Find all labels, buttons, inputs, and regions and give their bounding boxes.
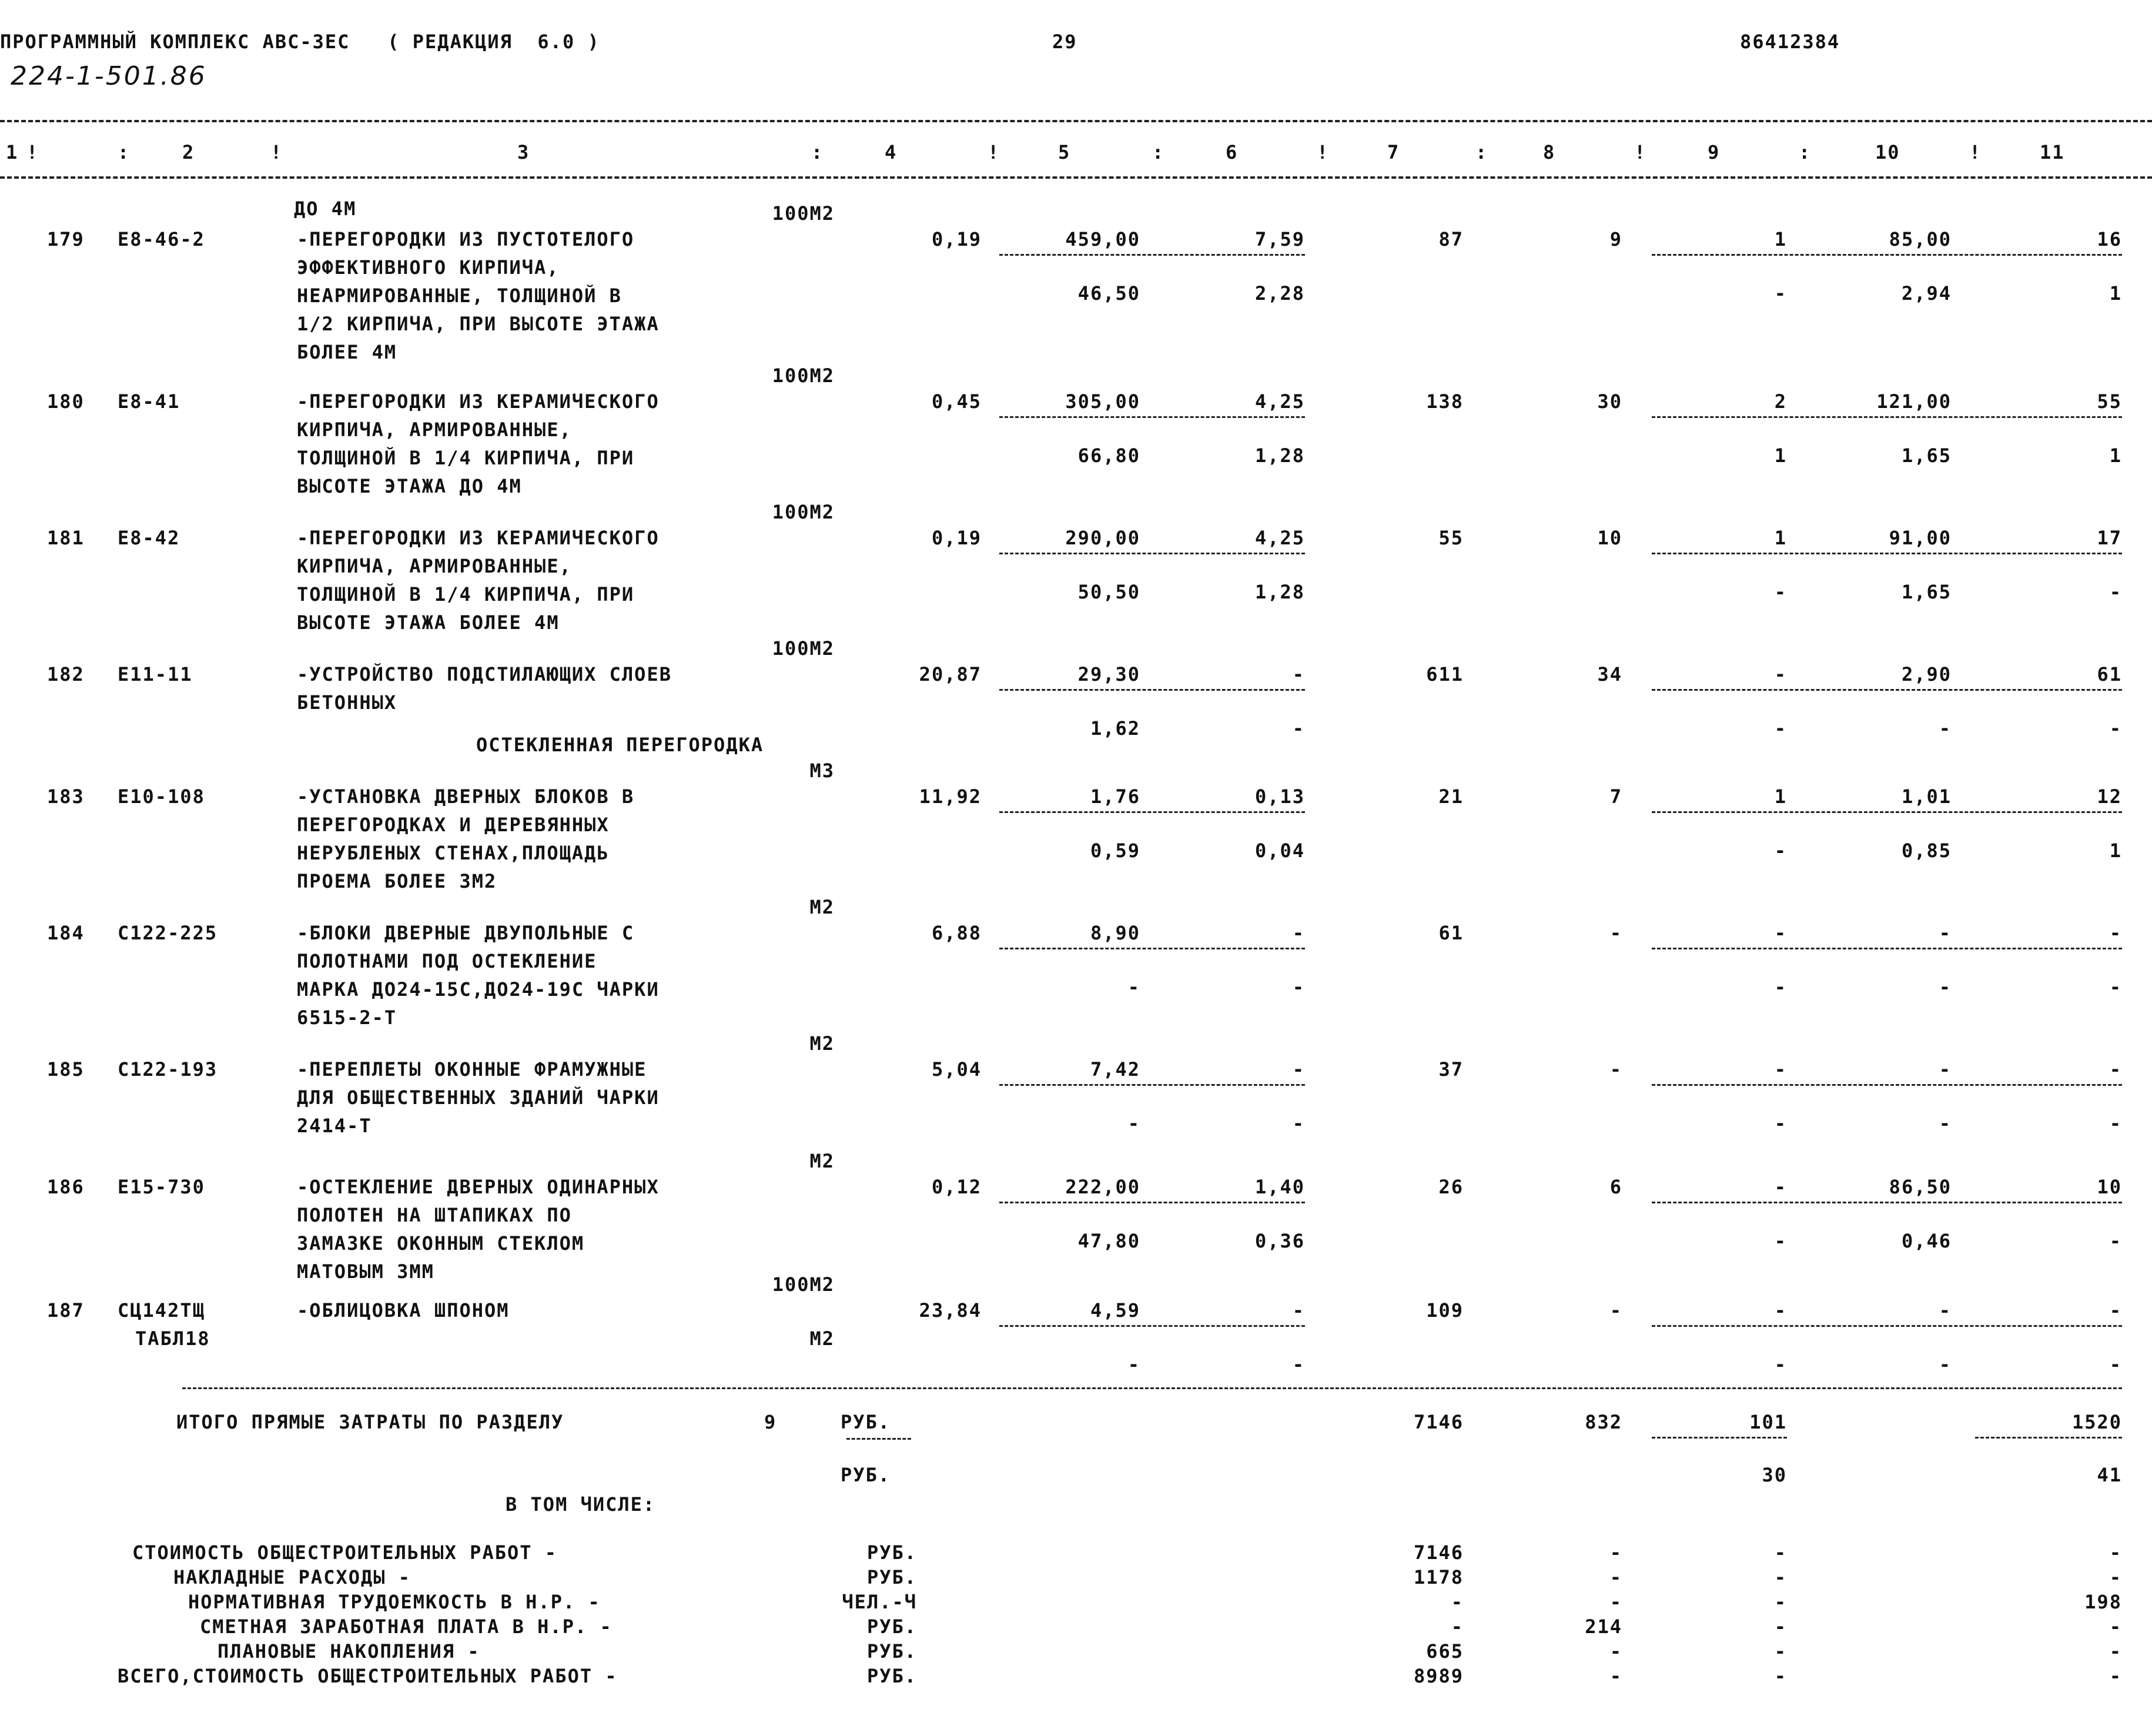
column-separator: : [1475,141,1488,163]
column-separator: ! [988,141,1000,163]
cell-c8: - [1609,1058,1622,1081]
cell-c4: 23,84 [919,1299,982,1322]
cell-c5-bottom: - [1127,1353,1140,1376]
sub-rule [999,948,1305,949]
summary-c9: - [1774,1541,1787,1564]
sub-rule [999,1325,1305,1327]
row-number: 179 [47,228,85,250]
cell-c5-bottom: 1,62 [1090,717,1140,740]
cell-c5-top: 290,00 [1065,527,1140,549]
cell-c9-top: - [1774,1176,1787,1198]
cell-c4: 6,88 [931,922,982,944]
totals-c9-rule [1652,1437,1787,1439]
column-header-8: 8 [1543,141,1556,163]
cell-c7: 611 [1426,663,1464,685]
cell-c6-top: - [1292,663,1305,685]
summary-c8: - [1609,1541,1622,1564]
row-description-line: -БЛОКИ ДВЕРНЫЕ ДВУПОЛЬНЫЕ С [297,922,635,944]
column-separator: ! [1969,141,1982,163]
cell-c10-top: 85,00 [1889,228,1952,250]
row-description-line: ПОЛОТНАМИ ПОД ОСТЕКЛЕНИЕ [297,950,597,972]
totals-c7: 7146 [1413,1411,1464,1433]
summary-c7: 8989 [1413,1665,1464,1687]
sub-rule [1652,416,2122,418]
cell-c10-top: - [1939,1058,1952,1081]
cell-c11-top: 17 [2097,527,2122,549]
cell-c5-bottom: 47,80 [1077,1230,1140,1252]
summary-c9: - [1774,1591,1787,1613]
cell-c8: - [1609,1299,1622,1322]
row-description-line: ЗАМАЗКЕ ОКОННЫМ СТЕКЛОМ [297,1232,585,1255]
row-unit: 100М2 [772,364,835,387]
cell-c10-bottom: - [1939,717,1952,740]
header-top-rule [0,120,2152,122]
totals-unit-b: РУБ. [841,1464,891,1486]
column-separator: ! [26,141,39,163]
cell-c6-top: - [1292,922,1305,944]
summary-c9: - [1774,1615,1787,1638]
cell-c8: 7 [1609,785,1622,808]
cell-c11-top: 16 [2097,228,2122,250]
totals-c11-top: 1520 [2071,1411,2122,1433]
summary-label: СМЕТНАЯ ЗАРАБОТНАЯ ПЛАТА В Н.Р. - [200,1615,613,1638]
cell-c5-bottom: 66,80 [1077,444,1140,467]
row-description-line: 1/2 КИРПИЧА, ПРИ ВЫСОТЕ ЭТАЖА [297,313,660,335]
column-header-11: 11 [2040,141,2065,163]
row-description-line: МАТОВЫМ 3ММ [297,1260,434,1283]
row-description-line: -УСТРОЙСТВО ПОДСТИЛАЮЩИХ СЛОЕВ [297,663,672,685]
cell-c11-bottom: 1 [2109,282,2122,305]
row-code: Е8-41 [118,390,180,413]
cell-c9-top: 2 [1774,390,1787,413]
row-number: 185 [47,1058,85,1081]
totals-unit-rule [846,1438,911,1440]
cell-c9-top: - [1774,1299,1787,1322]
column-header-1: 1 [6,141,19,163]
row-code: Е8-46-2 [118,228,205,250]
row-unit: 100М2 [772,202,835,225]
cell-c11-top: - [2109,922,2122,944]
row-description-line: БОЛЕЕ 4М [297,341,397,363]
summary-c11: - [2109,1615,2122,1638]
row-code: С122-225 [118,922,218,944]
sub-rule [999,811,1305,813]
summary-label: НАКЛАДНЫЕ РАСХОДЫ - [173,1566,411,1588]
cell-c10-bottom: - [1939,1353,1952,1376]
cell-c4: 11,92 [919,785,982,808]
cell-c9-bottom: - [1774,282,1787,305]
row-number: 184 [47,922,85,944]
cell-c9-top: - [1774,1058,1787,1081]
summary-c8: - [1609,1591,1622,1613]
cell-c5-bottom: 46,50 [1077,282,1140,305]
row-description-line: МАРКА ДО24-15С,ДО24-19С ЧАРКИ [297,978,660,1001]
summary-c8: - [1609,1640,1622,1663]
cell-c6-bottom: - [1292,976,1305,998]
summary-c7: 665 [1426,1640,1464,1663]
cell-c6-top: 7,59 [1254,228,1305,250]
cell-c11-top: 10 [2097,1176,2122,1198]
cell-c11-bottom: - [2109,717,2122,740]
cell-c10-bottom: 1,65 [1901,444,1952,467]
cell-c11-top: 12 [2097,785,2122,808]
row-unit: М2 [809,1032,835,1055]
cell-c11-bottom: - [2109,1112,2122,1135]
summary-unit: РУБ. [866,1566,917,1588]
cell-c7: 26 [1438,1176,1464,1198]
header-bottom-rule [0,176,2152,179]
cell-c7: 37 [1438,1058,1464,1081]
summary-c7: 7146 [1413,1541,1464,1564]
cell-c4: 0,45 [931,390,982,413]
row-description-line: -ПЕРЕПЛЕТЫ ОКОННЫЕ ФРАМУЖНЫЕ [297,1058,647,1081]
sub-rule [999,416,1305,418]
row-code: Е15-730 [118,1176,205,1198]
column-separator: : [811,141,824,163]
cell-c5-top: 1,76 [1090,785,1140,808]
cell-c6-bottom: 1,28 [1254,581,1305,603]
cell-c9-bottom: - [1774,1230,1787,1252]
row-subtitle: ОСТЕКЛЕННАЯ ПЕРЕГОРОДКА [476,734,764,756]
cell-c8: 6 [1609,1176,1622,1198]
row-description-line: ВЫСОТЕ ЭТАЖА БОЛЕЕ 4М [297,611,560,634]
sub-rule [999,254,1305,256]
summary-c8: 214 [1585,1615,1622,1638]
summary-unit: РУБ. [866,1615,917,1638]
row-description-line: -ПЕРЕГОРОДКИ ИЗ ПУСТОТЕЛОГО [297,228,635,250]
cell-c6-bottom: 1,28 [1254,444,1305,467]
row-number: 180 [47,390,85,413]
cell-c7: 87 [1438,228,1464,250]
cell-c9-bottom: - [1774,1353,1787,1376]
cell-c6-bottom: 2,28 [1254,282,1305,305]
summary-c7: - [1451,1615,1464,1638]
cell-c11-bottom: 1 [2109,444,2122,467]
row-number: 181 [47,527,85,549]
cell-c9-bottom: - [1774,839,1787,862]
summary-c11: - [2109,1566,2122,1588]
row-code: С122-193 [118,1058,218,1081]
row-description-line: КИРПИЧА, АРМИРОВАННЫЕ, [297,555,572,577]
cell-c7: 55 [1438,527,1464,549]
cell-c6-bottom: - [1292,1353,1305,1376]
row-number: 186 [47,1176,85,1198]
cell-c9-bottom: 1 [1774,444,1787,467]
cell-c10-top: 1,01 [1901,785,1952,808]
row-unit: 100М2 [772,637,835,660]
cell-c8: - [1609,922,1622,944]
summary-unit: РУБ. [866,1640,917,1663]
row-unit: М3 [809,760,835,782]
row-number: 183 [47,785,85,808]
sub-rule [999,689,1305,691]
summary-c11: - [2109,1665,2122,1687]
cell-c5-top: 305,00 [1065,390,1140,413]
row-description-line: 2414-Т [297,1115,372,1137]
column-header-6: 6 [1226,141,1239,163]
totals-c11-bottom: 41 [2097,1464,2122,1486]
row-description-line: БЕТОННЫХ [297,691,397,714]
row-number: 182 [47,663,85,685]
cell-c4: 0,19 [931,527,982,549]
summary-c11: 198 [2084,1591,2122,1613]
summary-label: СТОИМОСТЬ ОБЩЕСТРОИТЕЛЬНЫХ РАБОТ - [132,1541,558,1564]
row-code: Е8-42 [118,527,180,549]
summary-c11: - [2109,1541,2122,1564]
cell-c8: 10 [1597,527,1622,549]
cell-c11-top: 61 [2097,663,2122,685]
row-code: Е11-11 [118,663,193,685]
cell-c11-bottom: - [2109,1230,2122,1252]
cell-c6-top: 4,25 [1254,390,1305,413]
cell-c11-top: - [2109,1058,2122,1081]
document-code: 86412384 [1740,31,1840,53]
cell-c6-top: 1,40 [1254,1176,1305,1198]
handwritten-doc-number: 224-1-501.86 [11,61,207,91]
summary-c9: - [1774,1640,1787,1663]
cell-c6-bottom: 0,04 [1254,839,1305,862]
program-title: ПРОГРАММНЫЙ КОМПЛЕКС АВС-ЗЕС ( РЕДАКЦИЯ 6.0 ) [0,31,600,53]
sub-rule [1652,689,2122,691]
row-description-line: ДЛЯ ОБЩЕСТВЕННЫХ ЗДАНИЙ ЧАРКИ [297,1086,660,1109]
cell-c8: 34 [1597,663,1622,685]
row-description-line: ВЫСОТЕ ЭТАЖА ДО 4М [297,475,522,497]
cell-c10-top: 2,90 [1901,663,1952,685]
row-description-line: -УСТАНОВКА ДВЕРНЫХ БЛОКОВ В [297,785,635,808]
column-separator: ! [1317,141,1330,163]
column-header-5: 5 [1058,141,1071,163]
cell-c6-bottom: 0,36 [1254,1230,1305,1252]
summary-unit: РУБ. [866,1541,917,1564]
column-separator: : [118,141,130,163]
row-description-line: НЕАРМИРОВАННЫЕ, ТОЛЩИНОЙ В [297,285,622,307]
row-description-line: ПРОЕМА БОЛЕЕ 3М2 [297,870,497,892]
sub-rule [1652,811,2122,813]
cell-c4: 20,87 [919,663,982,685]
cell-c7: 138 [1426,390,1464,413]
cell-c7: 61 [1438,922,1464,944]
column-header-2: 2 [182,141,195,163]
summary-c8: - [1609,1665,1622,1687]
totals-label: ИТОГО ПРЯМЫЕ ЗАТРАТЫ ПО РАЗДЕЛУ [176,1411,564,1433]
cell-c5-bottom: - [1127,976,1140,998]
row-code-2: ТАБЛ18 [135,1327,210,1350]
column-separator: : [1799,141,1812,163]
cell-c9-top: - [1774,663,1787,685]
sub-rule [1652,553,2122,554]
cell-c5-top: 7,42 [1090,1058,1140,1081]
cell-c6-top: 4,25 [1254,527,1305,549]
row-unit: 100М2 [772,1273,835,1296]
cell-c9-top: 1 [1774,527,1787,549]
cell-c10-top: - [1939,922,1952,944]
totals-top-rule [182,1387,2122,1389]
row-unit: М2 [809,1150,835,1172]
cell-c4: 5,04 [931,1058,982,1081]
row-description-line: -ПЕРЕГОРОДКИ ИЗ КЕРАМИЧЕСКОГО [297,390,660,413]
cell-c8: 30 [1597,390,1622,413]
summary-c11: - [2109,1640,2122,1663]
cell-c6-bottom: - [1292,1112,1305,1135]
cell-c10-top: 91,00 [1889,527,1952,549]
row-description-line: -ПЕРЕГОРОДКИ ИЗ КЕРАМИЧЕСКОГО [297,527,660,549]
cell-c10-bottom: 1,65 [1901,581,1952,603]
cell-c9-top: 1 [1774,785,1787,808]
cell-c9-bottom: - [1774,1112,1787,1135]
cell-c5-top: 222,00 [1065,1176,1140,1198]
row-description-line: ТОЛЩИНОЙ В 1/4 КИРПИЧА, ПРИ [297,583,635,606]
cell-c10-top: - [1939,1299,1952,1322]
column-header-10: 10 [1875,141,1900,163]
cell-c10-bottom: - [1939,1112,1952,1135]
summary-c8: - [1609,1566,1622,1588]
cell-c9-bottom: - [1774,581,1787,603]
row-description-line: 6515-2-Т [297,1006,397,1029]
row-number: 187 [47,1299,85,1322]
summary-unit: РУБ. [866,1665,917,1687]
cell-c6-bottom: - [1292,717,1305,740]
cell-c10-bottom: 0,46 [1901,1230,1952,1252]
summary-c9: - [1774,1665,1787,1687]
sub-rule [1652,1325,2122,1327]
totals-c11-rule [1975,1437,2122,1439]
row-unit: М2 [809,896,835,918]
column-separator: ! [1634,141,1647,163]
cell-c5-bottom: 50,50 [1077,581,1140,603]
column-header-4: 4 [885,141,898,163]
totals-c9-top: 101 [1749,1411,1787,1433]
cell-c5-top: 8,90 [1090,922,1140,944]
cell-c7: 109 [1426,1299,1464,1322]
including-label: В ТОМ ЧИСЛЕ: [506,1493,656,1516]
cell-c8: 9 [1609,228,1622,250]
pre-row-text: ДО 4М [294,198,357,220]
column-header-7: 7 [1387,141,1400,163]
row-description-line: НЕРУБЛЕНЫХ СТЕНАХ,ПЛОЩАДЬ [297,842,610,864]
row-description-line: -ОБЛИЦОВКА ШПОНОМ [297,1299,510,1322]
cell-c4: 0,19 [931,228,982,250]
cell-c9-bottom: - [1774,976,1787,998]
cell-c11-bottom: - [2109,1353,2122,1376]
sub-rule [1652,1084,2122,1086]
totals-c9-bottom: 30 [1762,1464,1787,1486]
row-description-line: ТОЛЩИНОЙ В 1/4 КИРПИЧА, ПРИ [297,447,635,469]
cell-c5-top: 459,00 [1065,228,1140,250]
cell-c11-top: - [2109,1299,2122,1322]
cell-c9-top: - [1774,922,1787,944]
column-header-9: 9 [1708,141,1721,163]
summary-c7: - [1451,1591,1464,1613]
cell-c10-top: 86,50 [1889,1176,1952,1198]
page-number: 29 [1052,31,1077,53]
summary-label: ВСЕГО,СТОИМОСТЬ ОБЩЕСТРОИТЕЛЬНЫХ РАБОТ - [118,1665,618,1687]
summary-label: НОРМАТИВНАЯ ТРУДОЕМКОСТЬ В Н.Р. - [188,1591,601,1613]
sub-rule [1652,254,2122,256]
row-code: СЦ142ТЩ [118,1299,205,1322]
sub-rule [1652,1202,2122,1203]
cell-c6-top: - [1292,1058,1305,1081]
cell-c5-top: 4,59 [1090,1299,1140,1322]
cell-c10-bottom: 2,94 [1901,282,1952,305]
cell-c11-bottom: - [2109,976,2122,998]
cell-c5-bottom: 0,59 [1090,839,1140,862]
sub-rule [999,553,1305,554]
totals-unit-a: РУБ. [841,1411,891,1433]
cell-c11-bottom: 1 [2109,839,2122,862]
cell-c10-bottom: - [1939,976,1952,998]
sub-rule [1652,948,2122,949]
cell-c9-bottom: - [1774,717,1787,740]
summary-unit: ЧЕЛ.-Ч [842,1591,917,1613]
summary-c9: - [1774,1566,1787,1588]
cell-c6-top: - [1292,1299,1305,1322]
row-description-line: ПОЛОТЕН НА ШТАПИКАХ ПО [297,1204,572,1226]
cell-c11-top: 55 [2097,390,2122,413]
cell-c10-bottom: 0,85 [1901,839,1952,862]
cell-c7: 21 [1438,785,1464,808]
row-description-line: КИРПИЧА, АРМИРОВАННЫЕ, [297,419,572,441]
row-code: Е10-108 [118,785,205,808]
column-separator: ! [270,141,283,163]
totals-c8: 832 [1585,1411,1622,1433]
cell-c9-top: 1 [1774,228,1787,250]
column-separator: : [1152,141,1165,163]
sub-rule [999,1202,1305,1203]
summary-c7: 1178 [1413,1566,1464,1588]
cell-c10-top: 121,00 [1876,390,1952,413]
cell-c5-bottom: - [1127,1112,1140,1135]
row-description-line: -ОСТЕКЛЕНИЕ ДВЕРНЫХ ОДИНАРНЫХ [297,1176,660,1198]
column-header-3: 3 [517,141,530,163]
row-unit-after: М2 [809,1327,835,1350]
row-description-line: ЭФФЕКТИВНОГО КИРПИЧА, [297,256,560,279]
cell-c6-top: 0,13 [1254,785,1305,808]
row-unit: 100М2 [772,501,835,523]
summary-label: ПЛАНОВЫЕ НАКОПЛЕНИЯ - [217,1640,480,1663]
cell-c11-bottom: - [2109,581,2122,603]
cell-c5-top: 29,30 [1077,663,1140,685]
cell-c4: 0,12 [931,1176,982,1198]
totals-section: 9 [764,1411,777,1433]
row-description-line: ПЕРЕГОРОДКАХ И ДЕРЕВЯННЫХ [297,814,610,836]
sub-rule [999,1084,1305,1086]
